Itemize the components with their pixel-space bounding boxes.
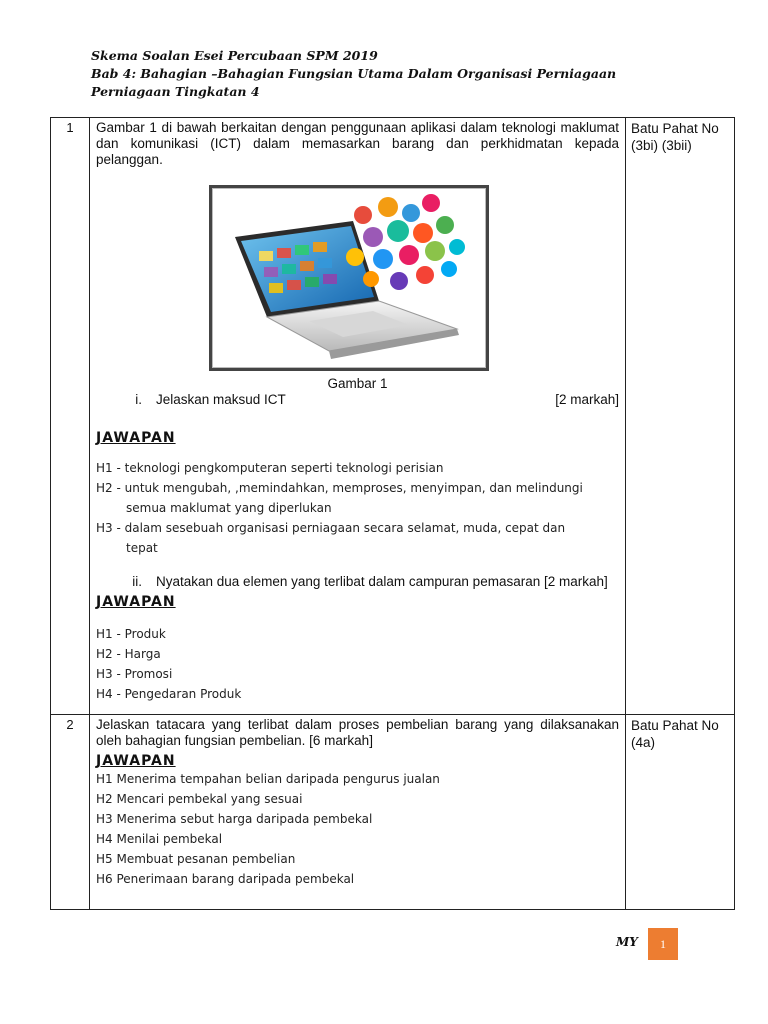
question-body (90, 118, 626, 715)
answer-list (96, 769, 619, 889)
answer-item: H1 - Produk (96, 627, 166, 641)
answer-item: H3 - Promosi (96, 667, 173, 681)
document-header (91, 47, 691, 101)
header-chapter: Bab 4: Bahagian –Bahagian Fungsian Utama Dalam Organisasi Perniagaan (91, 66, 617, 81)
answer-item: H4 Menilai pembekal (96, 832, 223, 846)
subquestion-ii (96, 574, 619, 590)
subquestion-text: Jelaskan maksud ICT (156, 392, 286, 407)
question-text: Jelaskan tatacara yang terlibat dalam proses pembelian barang yang dilaksanakan oleh bahagian fungsian pembelian. [6 markah] (96, 717, 619, 748)
answer-item: H1 Menerima tempahan belian daripada pengurus jualan (96, 772, 440, 786)
answer-list (96, 458, 619, 558)
answer-item: H2 - Harga (96, 647, 161, 661)
answer-item: semua maklumat yang diperlukan (126, 501, 332, 515)
question-text: Gambar 1 di bawah berkaitan dengan penggunaan aplikasi dalam teknologi maklumat dan komunikasi (ICT) dalam memasarkan barang dan perkhidmatan kepada pelanggan. (96, 120, 619, 167)
answer-item: tepat (126, 541, 158, 555)
subquestion-numeral: ii. (132, 574, 142, 589)
laptop-apps-image (213, 189, 485, 367)
answer-item: H6 Penerimaan barang daripada pembekal (96, 872, 355, 886)
source-reference: Batu Pahat No (3bi) (3bii) (626, 118, 735, 715)
answer-item: H5 Membuat pesanan pembelian (96, 852, 296, 866)
subquestion-i (96, 392, 619, 408)
answer-item: H4 - Pengedaran Produk (96, 687, 242, 701)
answer-heading: JAWAPAN (96, 594, 176, 610)
answer-item: H2 - untuk mengubah, ,memindahkan, memproses, menyimpan, dan melindungi (96, 481, 583, 495)
footer-initials: MY (616, 935, 638, 949)
answer-item: H2 Mencari pembekal yang sesuai (96, 792, 303, 806)
header-subject: Perniagaan Tingkatan 4 (91, 84, 260, 99)
figure-caption: Gambar 1 (327, 376, 388, 391)
question-number: 1 (51, 118, 90, 715)
header-title: Skema Soalan Esei Percubaan SPM 2019 (91, 48, 378, 63)
answer-item: H3 Menerima sebut harga daripada pembekal (96, 812, 373, 826)
subquestion-numeral: i. (135, 392, 142, 407)
question-row-2 (51, 715, 735, 910)
answer-heading: JAWAPAN (96, 430, 176, 446)
laptop-ict-illustration (212, 188, 486, 368)
subquestion-text: Nyatakan dua elemen yang terlibat dalam campuran pemasaran [2 markah] (156, 574, 608, 589)
answer-heading: JAWAPAN (96, 753, 176, 769)
page-number: 1 (648, 928, 678, 960)
question-table (50, 117, 735, 910)
answer-list (96, 624, 619, 704)
source-reference: Batu Pahat No (4a) (626, 715, 735, 910)
answer-item: H1 - teknologi pengkomputeran seperti teknologi perisian (96, 461, 444, 475)
question-number: 2 (51, 715, 90, 910)
question-row-1 (51, 118, 735, 715)
answer-item: H3 - dalam sesebuah organisasi perniagaan secara selamat, muda, cepat dan (96, 521, 566, 535)
question-body (90, 715, 626, 910)
marks-label: [2 markah] (555, 392, 619, 407)
